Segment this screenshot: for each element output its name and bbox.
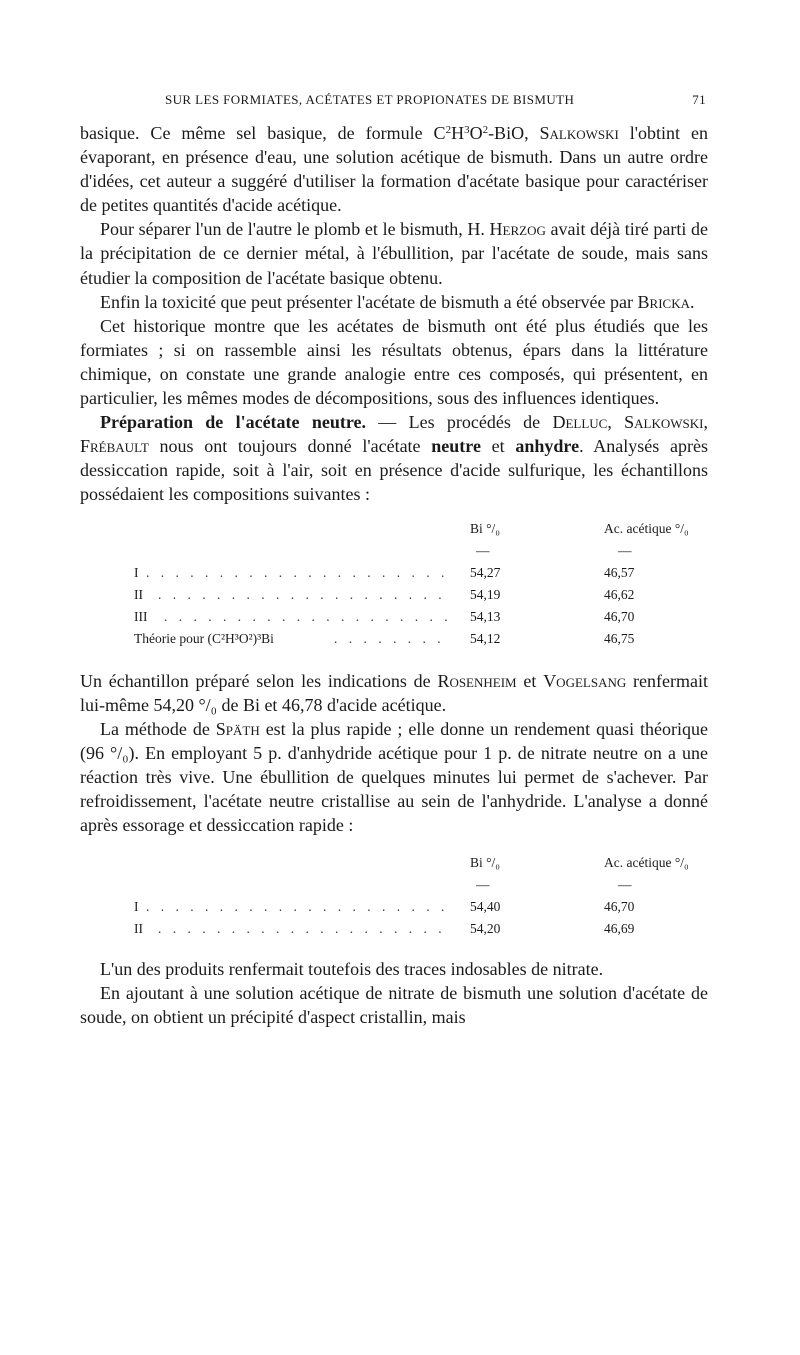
paragraph-7 [80,717,708,837]
page-body [80,121,708,1029]
paragraph-5 [80,410,708,506]
composition-table-1 [80,515,708,647]
row-label: III [134,608,148,624]
text-run: et [480,436,516,457]
table-row [80,581,708,603]
cell-bi: 54,20 [470,921,501,937]
cell-acetic: 46,57 [604,564,635,580]
author-name: Salkowski [624,412,704,433]
leader-dots: . . . . . . . . . . . . . . . . . . . . [164,608,452,624]
text-run: nous ont toujours donné l'acétate [148,436,432,457]
table-header-row [80,849,708,871]
section-heading: Préparation de l'acétate neutre. [100,412,366,433]
text-run: , [607,412,625,433]
table-row [80,603,708,625]
author-name: Vogelsang [543,670,627,691]
author-name: Frébault [80,436,149,457]
paragraph-1 [80,121,708,217]
author-name: Salkowski [539,123,619,143]
text-run: basique. Ce même sel basique, de formule C [80,123,446,143]
cell-bi: 54,40 [470,899,501,915]
cell-bi: 54,12 [470,630,501,646]
table-header-row [80,515,708,537]
rule-dash: — [476,542,490,558]
leader-dots: . . . . . . . . . . . . . . . . . . . . . [146,899,449,915]
cell-bi: 54,27 [470,564,501,580]
col-header-acetic: Ac. acétique °/₀ [604,520,689,536]
paragraph-9: En ajoutant à une solution acétique de nitrate de bismuth une solution d'acétate de soude, on obtient un précipité d'aspect cristallin, mais [80,983,708,1028]
text-run: H [451,123,465,143]
leader-dots: . . . . . . . . . . . . . . . . . . . . . [146,564,449,580]
text-run: . [689,291,695,312]
author-name: Herzog [489,219,546,240]
composition-table-2 [80,849,708,937]
table-row [80,915,708,937]
col-header-acetic: Ac. acétique °/₀ [604,855,689,871]
text-run: l'obtint en évaporant, en présence d'eau, une solution acétique de bismuth. Dans un autre ordre d'idées, cet auteur a suggéré d'utiliser la formation d'acétate basique pour caractériser de petites quantités d'acide acétique. [80,123,708,216]
cell-acetic: 46,62 [604,586,635,602]
author-name: Delluc [552,412,608,433]
cell-acetic: 46,69 [604,921,635,937]
table-rule-row [80,871,708,893]
page-number: 71 [692,92,706,107]
text-run: O [469,123,483,143]
leader-dots: . . . . . . . . . . . . . . . . . . . . [158,586,446,602]
text-run: — Les procédés de [366,412,553,433]
text-run: -BiO, [488,123,540,143]
row-label: II [134,586,143,602]
leader-dots: . . . . . . . . . . . . . . . . . . . . [158,921,446,937]
paragraph-3 [80,290,708,314]
row-label: II [134,921,143,937]
emphasis-neutre: neutre [431,436,481,457]
rule-dash: — [618,542,632,558]
cell-acetic: 46,70 [604,899,635,915]
paragraph-8: L'un des produits renfermait toutefois des traces indosables de nitrate. [100,959,604,980]
cell-bi: 54,13 [470,608,501,624]
text-run: Enfin la toxicité que peut présenter l'acétate de bismuth a été observée par [100,291,638,312]
row-label: I [134,564,139,580]
text-run: renfermait lui-même 54,20 °/₀ de Bi et 46,78 d'acide acétique. [80,670,708,715]
text-run: Un échantillon préparé selon les indications de [80,670,438,691]
author-name: Späth [215,718,260,739]
row-label: Théorie pour (C²H³O²)³Bi [134,630,274,646]
table-rule-row [80,537,708,559]
formula-sup: 2 [482,124,489,136]
leader-dots: . . . . . . . . [334,630,445,646]
paragraph-4: Cet historique montre que les acétates de bismuth ont été plus étudiés que les formiates ; si on rassemble ainsi les résultats obtenus, épars dans la littérature chimique, on constate une grande analogie entre ces composés, qui présentent, en particulier, les mêmes modes de décompositions, sous des influences identiques. [80,315,708,409]
table-row [80,559,708,581]
rule-dash: — [476,877,490,893]
table-row [80,625,708,647]
formula-sup: 3 [464,124,470,136]
formula-sup: 2 [445,124,452,136]
text-run: La méthode de [100,718,216,739]
text-run: et [516,670,544,691]
col-header-bi: Bi °/₀ [470,520,500,536]
paragraph-6 [80,669,708,717]
emphasis-anhydre: anhydre [515,436,580,457]
running-header [80,88,708,112]
cell-acetic: 46,70 [604,608,635,624]
cell-acetic: 46,75 [604,630,635,646]
text-run: Pour séparer l'un de l'autre le plomb et le bismuth, H. [100,219,490,240]
author-name: Bricka [637,291,690,312]
cell-bi: 54,19 [470,586,501,602]
table-row [80,893,708,915]
running-title: SUR LES FORMIATES, ACÉTATES ET PROPIONATES DE BISMUTH [165,92,575,107]
text-run: est la plus rapide ; elle donne un rendement quasi théorique (96 °/₀). En employant 5 p. d'anhydride acétique pour 1 p. de nitrate neutre on a une réaction très vive. Une ébullition de quelques minutes lui permet de s'achever. Par refroidissement, l'acétate neutre cristallise au sein de l'anhydride. L'analyse a donné après essorage et dessiccation rapide : [80,718,708,836]
text-run: , [703,412,708,433]
paragraph-2 [80,217,708,289]
text-run: . Analysés après dessiccation rapide, soit à l'air, soit en présence d'acide sulfurique, les échantillons possédaient les compositions suivantes : [80,436,708,505]
author-name: Rosenheim [437,670,517,691]
col-header-bi: Bi °/₀ [470,855,500,871]
text-run: avait déjà tiré parti de la précipitation de ce dernier métal, à l'ébullition, par l'acétate de soude, mais sans étudier la composition de l'acétate basique obtenu. [80,219,708,288]
rule-dash: — [618,877,632,893]
row-label: I [134,899,139,915]
